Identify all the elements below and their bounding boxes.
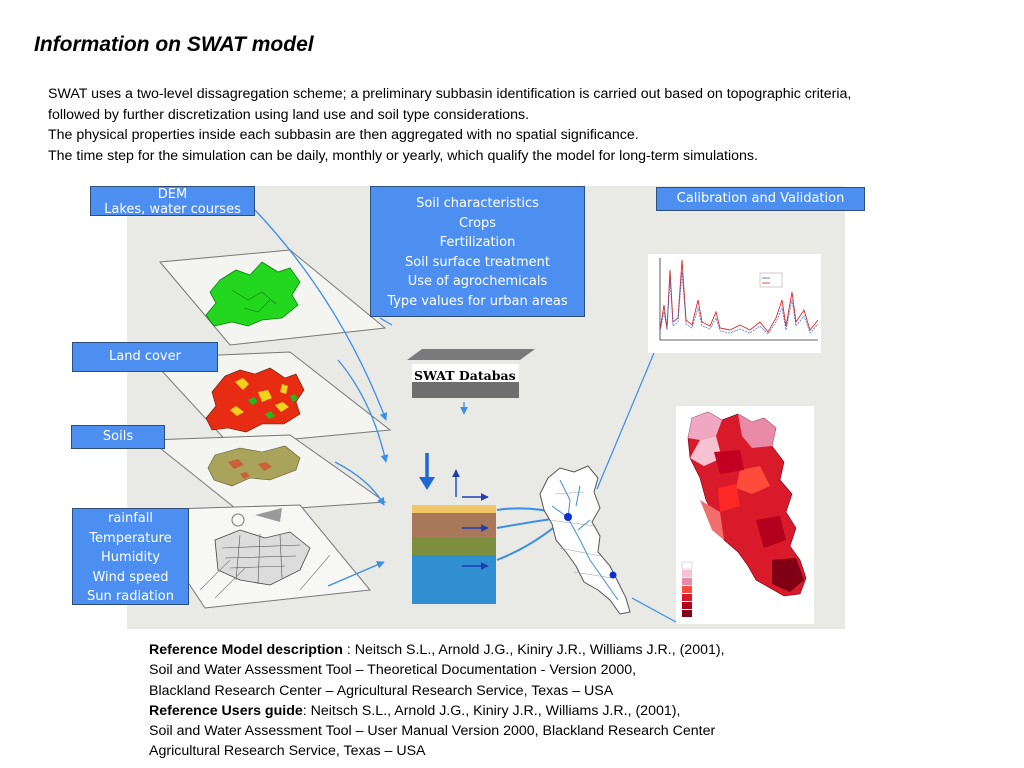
soil-box-line: Fertilization — [439, 235, 516, 250]
soil-column — [412, 453, 496, 604]
intro-line: SWAT uses a two-level dissagregation scheme; a preliminary subbasin identification is carried out based on topographic criteria, — [48, 86, 852, 102]
soil-box-line: Crops — [458, 215, 497, 231]
dem-box-line: Lakes, water courses — [104, 202, 241, 217]
calibration-box: Calibration and Validation — [656, 187, 865, 211]
soil-box-line: Type values for urban areas — [387, 293, 568, 309]
dem-box-line: DEM — [157, 187, 188, 202]
choropleth-map — [676, 406, 814, 624]
climate-box-line: Wind speed — [92, 569, 169, 585]
soil-characteristics-box — [370, 186, 585, 317]
model-reference-text: : Neitsch S.L., Arnold J.G., Kiniry J.R., Williams J.R., (2001), — [342, 642, 725, 658]
climate-box-line: Sun radiation — [87, 589, 174, 604]
model-reference-line: Blackland Research Center – Agricultural Research Service, Texas – USA — [149, 682, 614, 699]
users-reference-label: Reference Users guide — [149, 702, 303, 719]
soils-layer — [150, 435, 385, 512]
users-reference-line: Soil and Water Assessment Tool – User Manual Version 2000, Blackland Research Center — [149, 723, 716, 740]
model-reference-line: Soil and Water Assessment Tool – Theoretical Documentation - Version 2000, — [149, 662, 637, 679]
model-reference-line — [149, 640, 725, 660]
dem-layer — [160, 250, 385, 345]
slide-title: Information on SWAT model — [34, 33, 314, 56]
database-label: SWAT Databas — [414, 368, 516, 383]
climate-box-line: rainfall — [108, 511, 153, 526]
swat-database — [407, 349, 535, 414]
soil-box-line: Soil surface treatment — [405, 254, 550, 270]
land-cover-box: Land cover — [72, 342, 218, 372]
users-reference-text: : Neitsch S.L., Arnold J.G., Kiniry J.R., Williams J.R., (2001), — [302, 702, 681, 719]
soils-box: Soils — [71, 425, 165, 449]
calibration-chart — [648, 254, 821, 353]
dem-box — [90, 186, 255, 216]
climate-box-line: Humidity — [101, 550, 160, 565]
watershed-map — [540, 466, 630, 614]
users-reference-line: Agricultural Research Service, Texas – USA — [149, 743, 426, 760]
soil-box-line: Use of agrochemicals — [407, 274, 548, 289]
intro-line: The physical properties inside each subbasin are then aggregated with no spatial significance. — [48, 127, 639, 143]
intro-line: followed by further discretization using land use and soil type considerations. — [48, 106, 530, 123]
model-reference-label: Reference Model description — [149, 642, 343, 658]
climate-box-line: Temperature — [89, 530, 172, 546]
intro-line: The time step for the simulation can be daily, monthly or yearly, which qualify the model for long-term simulations. — [48, 147, 758, 164]
users-reference-line — [149, 701, 725, 721]
soil-box-line: Soil characteristics — [416, 196, 539, 211]
climate-box — [72, 508, 189, 605]
references — [149, 640, 725, 762]
